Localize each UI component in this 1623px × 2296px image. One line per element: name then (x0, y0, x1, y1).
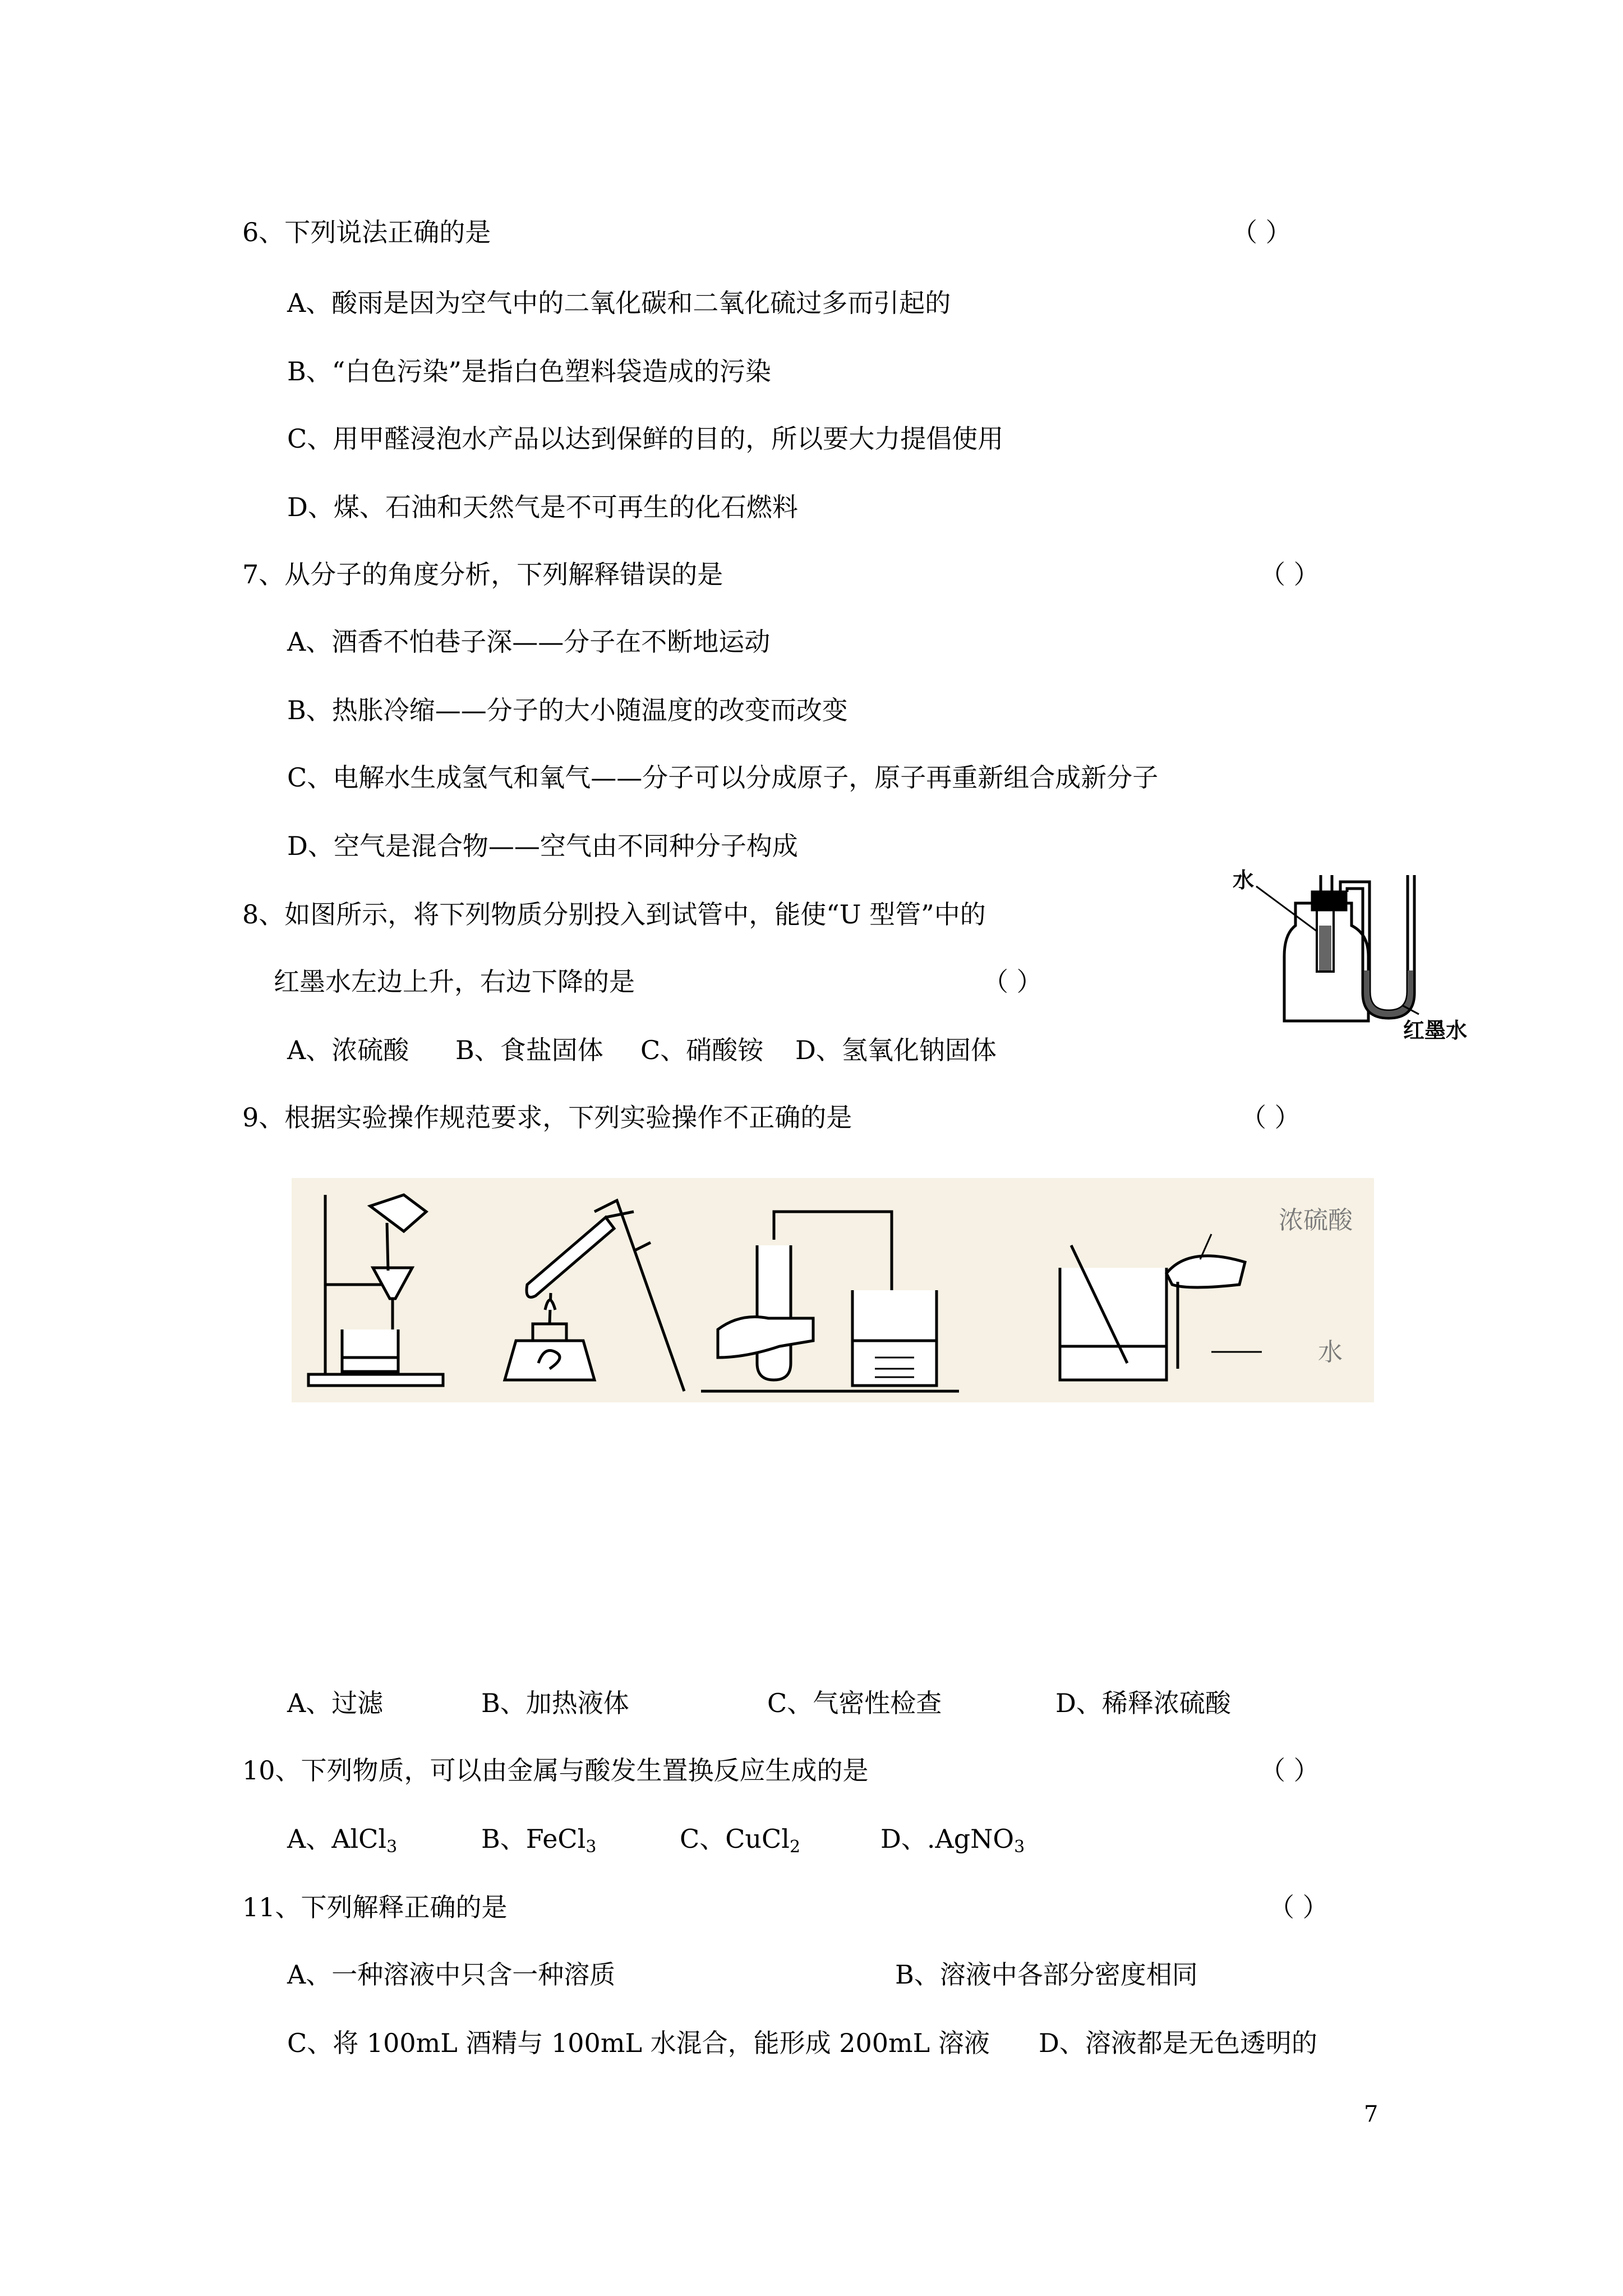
q9-option-a: A、过滤 (287, 1688, 384, 1718)
q10-stem: 10、下列物质，可以由金属与酸发生置换反应生成的是 (242, 1755, 869, 1786)
q8-figure-label-water: 水 (1233, 868, 1255, 892)
q8-stem-line2: 红墨水左边上升，右边下降的是 (274, 967, 635, 997)
q8-answer-bracket: （ ） (983, 967, 1043, 997)
q8-option-d: D、氢氧化钠固体 (795, 1035, 997, 1065)
q7-stem: 7、从分子的角度分析，下列解释错误的是 (242, 559, 723, 590)
q11-option-a: A、一种溶液中只含一种溶质 (287, 1959, 616, 1990)
q8-option-b: B、食盐固体 (455, 1035, 603, 1065)
q6-option-c: C、用甲醛浸泡水产品以达到保鲜的目的，所以要大力提倡使用 (287, 424, 1004, 454)
q9-answer-bracket: （ ） (1241, 1102, 1301, 1133)
q11-option-b: B、溶液中各部分密度相同 (895, 1959, 1198, 1990)
q7-option-b: B、热胀冷缩——分子的大小随温度的改变而改变 (287, 695, 848, 725)
q10-option-b: B、FeCl$_3$ (481, 1824, 597, 1857)
q9-option-d: D、稀释浓硫酸 (1055, 1688, 1231, 1718)
q10-answer-bracket: （ ） (1260, 1755, 1320, 1786)
q11-stem: 11、下列解释正确的是 (242, 1892, 508, 1922)
q9-figure-label-water: 水 (1318, 1338, 1343, 1366)
q9-option-b: B、加热液体 (481, 1688, 629, 1718)
q9-lab-operations-figure (292, 1178, 1374, 1402)
q8-option-c: C、硝酸铵 (640, 1035, 764, 1065)
q11-option-c: C、将 100mL 酒精与 100mL 水混合，能形成 200mL 溶液 (287, 2028, 990, 2058)
q6-option-b: B、“白色污染”是指白色塑料袋造成的污染 (287, 356, 771, 386)
q8-figure-label-red-ink: 红墨水 (1403, 1018, 1468, 1043)
q6-option-a: A、酸雨是因为空气中的二氧化碳和二氧化硫过多而引起的 (287, 288, 951, 318)
q10-option-c: C、CuCl$_2$ (680, 1824, 801, 1857)
q9-option-c: C、气密性检查 (767, 1688, 942, 1718)
q7-option-a: A、酒香不怕巷子深——分子在不断地运动 (287, 627, 771, 657)
q11-option-d: D、溶液都是无色透明的 (1039, 2028, 1317, 2058)
q9-figure-label-conc-acid: 浓硫酸 (1279, 1206, 1353, 1235)
q6-option-d: D、煤、石油和天然气是不可再生的化石燃料 (287, 492, 798, 522)
page-number: 7 (1364, 2101, 1378, 2127)
q8-option-a: A、浓硫酸 (287, 1035, 409, 1065)
q10-option-d: D、.AgNO$_3$ (880, 1824, 1025, 1857)
q7-answer-bracket: （ ） (1260, 559, 1320, 590)
q7-option-d: D、空气是混合物——空气由不同种分子构成 (287, 831, 798, 861)
q8-stem-line1: 8、如图所示，将下列物质分别投入到试管中，能使“U 型管”中的 (242, 899, 986, 930)
q9-stem: 9、根据实验操作规范要求，下列实验操作不正确的是 (242, 1102, 852, 1133)
q10-option-a: A、AlCl$_3$ (287, 1824, 398, 1857)
q6-stem: 6、下列说法正确的是 (242, 217, 491, 247)
q11-answer-bracket: （ ） (1269, 1892, 1329, 1922)
q6-answer-bracket: （ ） (1232, 217, 1292, 247)
q8-u-tube-figure (1223, 858, 1481, 1043)
q7-option-c: C、电解水生成氢气和氧气——分子可以分成原子，原子再重新组合成新分子 (287, 762, 1159, 793)
